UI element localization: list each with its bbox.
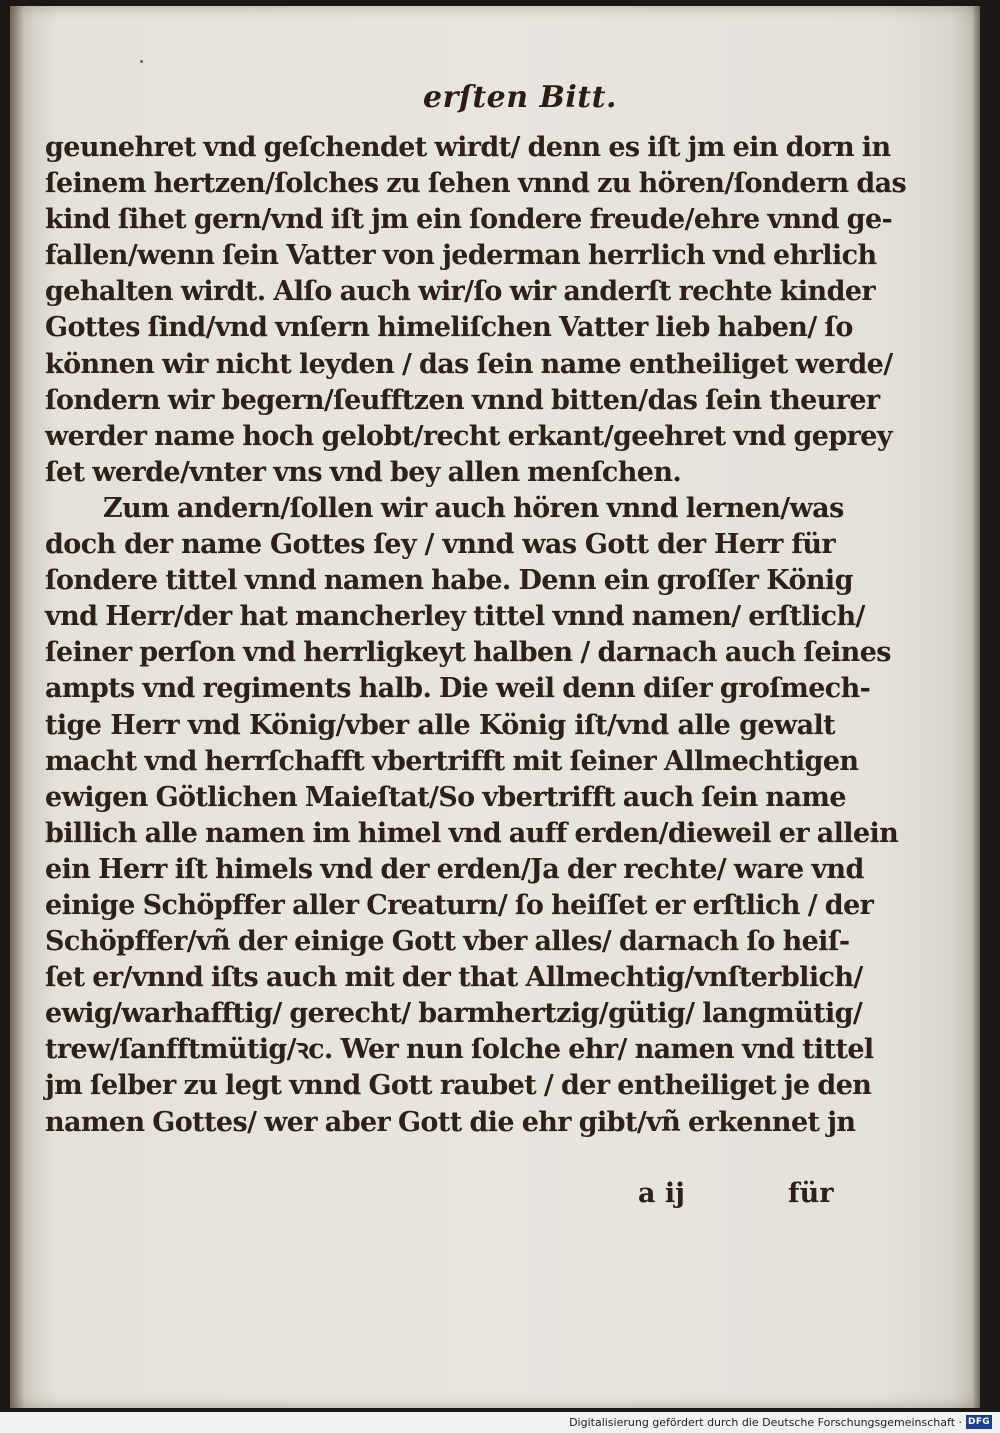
text-line: trew/ſanfftmütig/ꝛc. Wer nun ſolche ehr/ namen vnd tittel <box>45 1034 874 1066</box>
page-edge-shadow <box>972 6 982 1408</box>
text-line: macht vnd herrſchafft vbertrifft mit ſeiner Allmechtigen <box>45 745 859 777</box>
text-line: Schöpffer/vñ der einige Gott vber alles/ darnach ſo heiſ- <box>45 926 850 958</box>
text-line: kind ſihet gern/vnd iſt jm ein ſondere freude/ehre vnnd ge- <box>45 204 893 236</box>
text-line: geunehret vnd geſchendet wirdt/ denn es iſt jm ein dorn in <box>45 132 891 163</box>
text-line: namen Gottes/ wer aber Gott die ehr gibt/vñ erkennet jn <box>45 1106 856 1138</box>
text-line: billich alle namen im himel vnd auff erden/dieweil er allein <box>45 817 899 849</box>
dfg-logo: DFG <box>966 1415 992 1429</box>
text-line: ſet er/vnnd iſts auch mit der that Allmechtig/vnſterblich/ <box>45 962 863 994</box>
text-line: werder name hoch gelobt/recht erkant/geehret vnd geprey <box>45 420 892 452</box>
catchword: für <box>788 1178 834 1209</box>
text-line: jm ſelber zu legt vnnd Gott raubet / der entheiliget je den <box>45 1070 872 1102</box>
text-line: einige Schöpffer aller Creaturn/ ſo heiſſet er erſtlich / der <box>45 889 874 921</box>
text-line: vnd Herr/der hat mancherley tittel vnnd namen/ erſtlich/ <box>45 601 865 633</box>
text-line: ſeiner perſon vnd herrligkeyt halben / darnach auch ſeines <box>45 637 891 669</box>
text-line: ewigen Götlichen Maieſtat/So vbertrifft auch ſein name <box>45 781 846 813</box>
text-line: ein Herr iſt himels vnd der erden/Ja der rechte/ ware vnd <box>45 853 864 885</box>
page-gutter-shadow <box>10 6 24 1408</box>
text-line: Zum andern/ſollen wir auch hören vnnd lernen/was <box>103 492 844 524</box>
funding-credit: Digitalisierung gefördert durch die Deutsche Forschungsgemeinschaft · <box>569 1416 962 1429</box>
text-line: fallen/wenn ſein Vatter von jederman herrlich vnd ehrlich <box>45 240 877 272</box>
text-line: tige Herr vnd König/vber alle König iſt/vnd alle gewalt <box>45 709 835 741</box>
text-line: können wir nicht leyden / das ſein name entheiliget werde/ <box>45 348 893 380</box>
text-line: gehalten wirdt. Alſo auch wir/ſo wir anderſt rechte kinder <box>45 276 876 308</box>
text-line: ewig/warhafftig/ gerecht/ barmhertzig/gütig/ langmütig/ <box>45 998 863 1030</box>
signature-mark: a ij <box>638 1178 685 1209</box>
text-line: ampts vnd regiments halb. Die weil denn diſer groſmech- <box>45 673 871 705</box>
text-line: ſondern wir begern/ſeufftzen vnnd bitten/das ſein theurer <box>45 384 880 416</box>
text-line: doch der name Gottes ſey / vnnd was Gott der Herr für <box>45 529 835 561</box>
paper-speck <box>140 60 143 63</box>
text-line: ſeinem hertzen/ſolches zu ſehen vnnd zu hören/ſondern das <box>45 168 907 200</box>
body-text <box>45 130 907 1141</box>
text-line: ſondere tittel vnnd namen habe. Denn ein groſſer König <box>45 565 853 597</box>
text-line: ſet werde/vnter vns vnd bey allen menſchen. <box>45 456 682 488</box>
running-header: erſten Bitt. <box>423 80 617 115</box>
text-line: Gottes ſind/vnd vnſern himeliſchen Vatter lieb haben/ ſo <box>45 312 853 344</box>
